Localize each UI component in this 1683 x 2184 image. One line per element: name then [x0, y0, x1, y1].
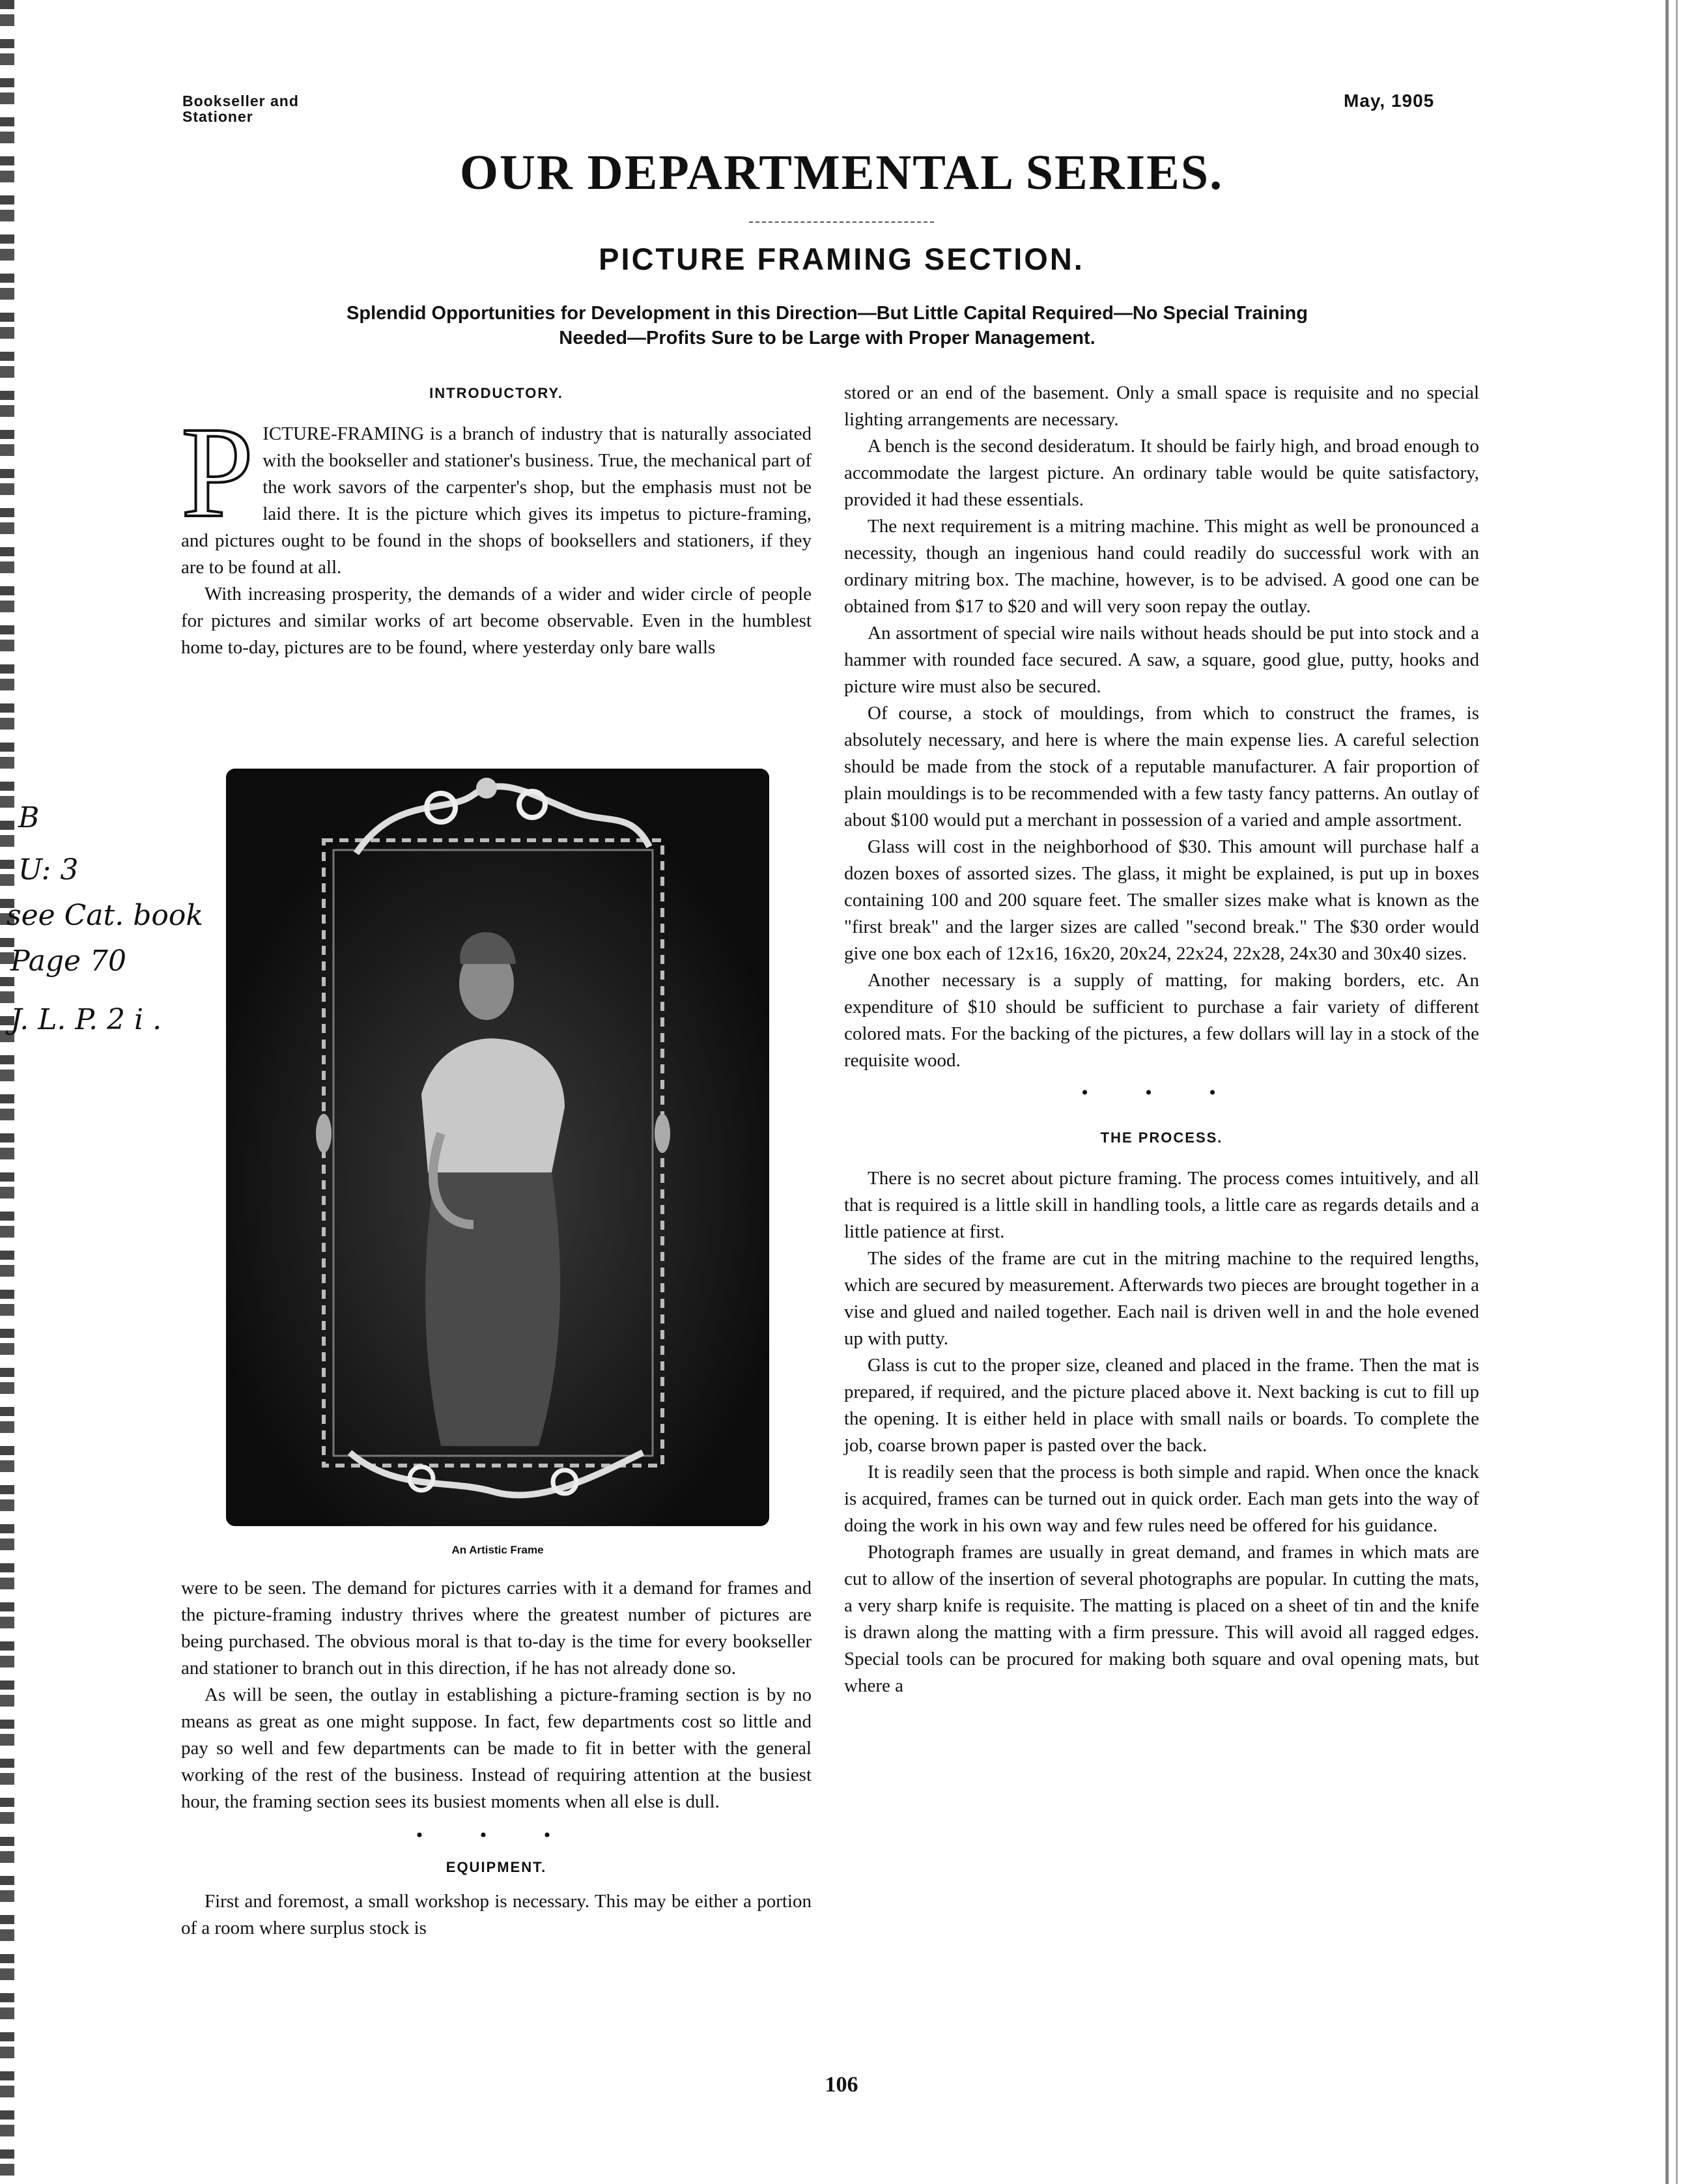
- paragraph: were to be seen. The demand for pictures carries with it a demand for frames and the picture-framing industry thrives where the greatest number of pictures are being purchased. The obvious moral is that to-day is the time for every bookseller and stationer to branch out in this direction, if he has not already done so.: [181, 1578, 812, 1679]
- section-dots: • • •: [416, 1824, 577, 1846]
- artistic-frame-photo: [226, 769, 769, 1526]
- paragraph: Another necessary is a supply of matting, for making borders, etc. An expenditure of $10 should be sufficient to purchase a fair variety of different colored mats. For the backing of the pictures, a few dollars will lay in a stock of the requisite wood.: [844, 970, 1479, 1071]
- subtitle-line-1: Splendid Opportunities for Development in this Direction—But Little Capital Required—No Special Training: [346, 303, 1308, 324]
- left-column-top: [181, 380, 812, 661]
- paragraph: Of course, a stock of mouldings, from which to construct the frames, is absolutely necessary, and here is where the main expense lies. A careful selection should be made from the stock of a reputable manufacturer. A fair proportion of plain mouldings is to be recommended with a few tasty fancy patterns. An outlay of about $100 would put a merchant in possession of a varied and ample assortment.: [844, 703, 1479, 830]
- left-column-bottom: [181, 1575, 812, 1942]
- paragraph: ICTURE-FRAMING is a branch of industry that is naturally associated with the bookseller and stationer's business. True, the mechanical part of the work savors of the carpenter's shop, but the emphasis must not be laid there. It is the picture which gives its impetus to picture-framing, and pictures ought to be found in the shops of booksellers and stationers, if they are to be found at all.: [181, 423, 812, 578]
- scan-edge-right: [1665, 0, 1669, 2184]
- paragraph: Glass is cut to the proper size, cleaned and placed in the frame. Then the mat is prepared, if required, and the picture placed above it. Next backing is cut to fill up the opening. It is either held in place with small nails or boards. To complete the job, coarse brown paper is pasted over the back.: [844, 1355, 1479, 1456]
- masthead-line-1: Bookseller and: [182, 92, 299, 109]
- heading-equipment: EQUIPMENT.: [446, 1859, 547, 1875]
- heading-introductory: INTRODUCTORY.: [429, 385, 563, 401]
- photo-caption: An Artistic Frame: [451, 1544, 544, 1556]
- subtitle: [176, 301, 1478, 350]
- section-title: PICTURE FRAMING SECTION.: [599, 242, 1084, 276]
- handwriting-line-1: B: [18, 801, 40, 834]
- title-rule: [749, 221, 934, 223]
- paragraph: Photograph frames are usually in great demand, and frames in which mats are cut to allow of the insertion of several photographs are popular. In cutting the mats, a very sharp knife is requisite. The matting is placed on a sheet of tin and the knife is drawn along the matting with a firm pressure. This will avoid all ragged edges. Special tools can be procured for making both square and oval opening mats, but where a: [844, 1542, 1479, 1696]
- paragraph: It is readily seen that the process is both simple and rapid. When once the knack is acquired, frames can be turned out in quick order. Each man gets into the way of doing the work in his own way and few rules need be offered for his guidance.: [844, 1462, 1479, 1536]
- page-number: 106: [825, 2073, 858, 2097]
- handwriting-line-5: J. L. P. 2 i .: [10, 1003, 162, 1036]
- section-dots: • • •: [1081, 1082, 1242, 1103]
- scan-edge-right-2: [1676, 0, 1678, 2184]
- paragraph: A bench is the second desideratum. It should be fairly high, and broad enough to accommodate the largest picture. An ordinary table would be quite satisfactory, provided it had these essentials.: [844, 436, 1479, 510]
- subtitle-line-2: Needed—Profits Sure to be Large with Proper Management.: [559, 328, 1096, 348]
- frame-illustration: [226, 769, 769, 1526]
- drop-cap: P: [181, 401, 254, 545]
- paragraph: As will be seen, the outlay in establishing a picture-framing section is by no means as great as one might suppose. In fact, few departments cost so little and pay so well and few departments can be made to fit in better with the general working of the rest of the business. Instead of requiring attention at the busiest hour, the framing section sees its busiest moments when all else is dull.: [181, 1684, 812, 1812]
- paragraph: The next requirement is a mitring machine. This might as well be pronounced a necessity, though an ingenious hand could readily do successful work with an ordinary mitring box. The machine, however, is to be advised. A good one can be obtained from $17 to $20 and will very soon repay the outlay.: [844, 516, 1479, 617]
- paragraph: stored or an end of the basement. Only a small space is requisite and no special lighting arrangements are necessary.: [844, 382, 1479, 430]
- paragraph: The sides of the frame are cut in the mitring machine to the required lengths, which are secured by measurement. Afterwards two pieces are brought together in a vise and glued and nailed together. Each nail is driven well in and the hole evened up with putty.: [844, 1248, 1479, 1349]
- heading-process: THE PROCESS.: [1100, 1129, 1223, 1146]
- paragraph: With increasing prosperity, the demands of a wider and wider circle of people for pictures and similar works of art become observable. Even in the humblest home to-day, pictures are to be found, where yesterday only bare walls: [181, 584, 812, 658]
- paragraph: There is no secret about picture framing. The process comes intuitively, and all that is required is a little skill in handling tools, a little care as regards details and a little patience at first.: [844, 1168, 1479, 1242]
- right-column: [844, 380, 1479, 1699]
- paragraph: Glass will cost in the neighborhood of $30. This amount will purchase half a dozen boxes of assorted sizes. The glass, it might be explained, is put up in boxes containing 100 and 200 square feet. The smaller sizes make what is known as the "first break" and the larger sizes are called "second break." The $30 order would give one box each of 12x16, 16x20, 20x24, 22x24, 22x28, 24x30 and 30x40 sizes.: [844, 836, 1479, 964]
- paragraph: An assortment of special wire nails without heads should be put into stock and a hammer with rounded face secured. A saw, a square, good glue, putty, hooks and picture wire must also be secured.: [844, 623, 1479, 697]
- page-title: OUR DEPARTMENTAL SERIES.: [459, 145, 1224, 200]
- issue-date: May, 1905: [1344, 91, 1435, 111]
- handwriting-line-2: U: 3: [18, 853, 79, 886]
- handwriting-line-4: Page 70: [10, 944, 127, 978]
- masthead: [182, 93, 299, 124]
- scan-edge-left: [0, 0, 14, 2184]
- masthead-line-2: Stationer: [182, 108, 253, 125]
- paragraph: First and foremost, a small workshop is necessary. This may be either a portion of a room where surplus stock is: [181, 1891, 812, 1938]
- handwriting-line-3: see Cat. book: [7, 899, 204, 932]
